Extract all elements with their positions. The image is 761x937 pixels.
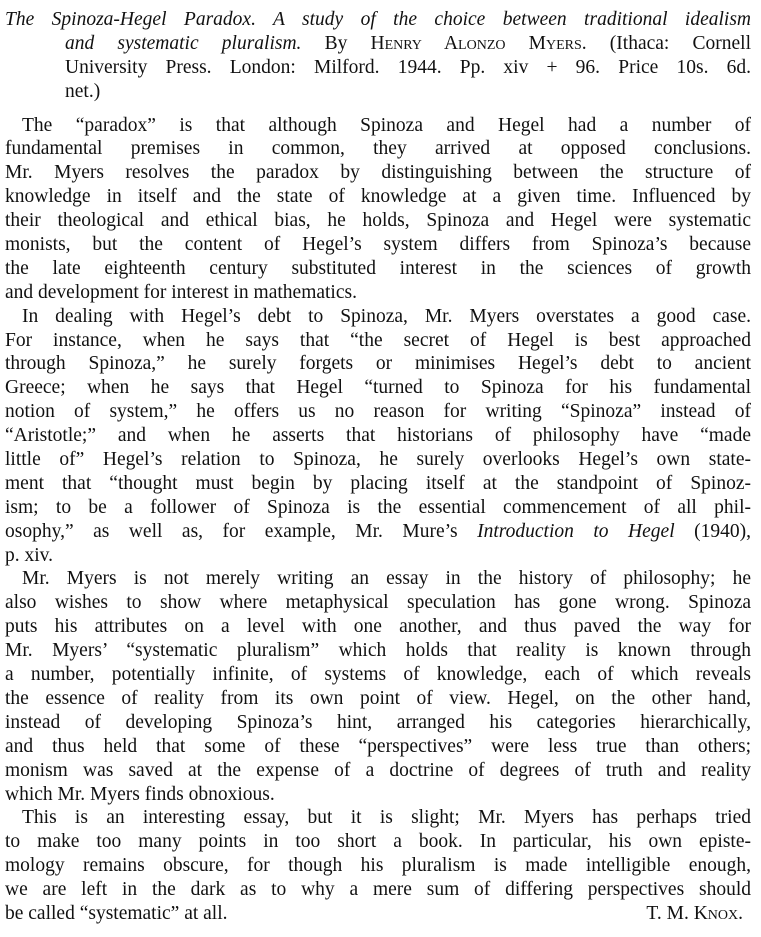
- publisher-info: . (Ithaca: Cornell: [581, 32, 751, 54]
- text-line: In dealing with Hegel’s debt to Spinoza, Mr. Myers overstates a good case.: [22, 305, 751, 327]
- text-fragment: (1940),: [674, 520, 751, 542]
- by-label: By: [301, 32, 371, 54]
- paragraph-2: [5, 305, 751, 568]
- book-review: [5, 8, 751, 926]
- cited-book-title: Introduction to Hegel: [477, 520, 675, 542]
- text-line: and thus held that some of these “perspectives” were less true than others;: [5, 735, 751, 757]
- text-fragment: be called “systematic” at all.: [5, 902, 228, 924]
- text-line: p. xiv.: [5, 544, 54, 566]
- text-line: “Aristotle;” and when he asserts that historians of philosophy have “made: [5, 425, 751, 447]
- paragraph-3: [5, 567, 751, 806]
- text-line: For instance, when he says that “the secret of Hegel is best approached: [5, 329, 751, 351]
- text-line: monists, but the content of Hegel’s system differs from Spinoza’s because: [5, 234, 751, 256]
- text-line: This is an interesting essay, but it is slight; Mr. Myers has perhaps tried: [22, 807, 751, 829]
- book-title-line: The Spinoza-Hegel Paradox. A study of the choice between traditional idealism: [5, 9, 751, 30]
- text-line: the essence of reality from its own point of view. Hegel, on the other hand,: [5, 687, 751, 709]
- text-line: Mr. Myers is not merely writing an essay in the history of philosophy; he: [22, 568, 751, 590]
- text-line: The “paradox” is that although Spinoza and Hegel had a number of: [22, 114, 751, 136]
- text-line: we are left in the dark as to why a mere sum of differing perspectives should: [5, 879, 751, 901]
- reviewer-signature: T. M. Knox.: [646, 902, 743, 924]
- text-line: their theological and ethical bias, he holds, Spinoza and Hegel were systematic: [5, 210, 751, 232]
- price-note: net.): [65, 80, 101, 102]
- text-line: which Mr. Myers finds obnoxious.: [5, 783, 275, 805]
- citation-line: [5, 32, 751, 56]
- text-line: to make too many points in too short a book. In particular, his own episte-: [5, 831, 751, 853]
- text-line: knowledge in itself and the state of knowledge at a given time. Influenced by: [5, 186, 751, 208]
- review-citation: [5, 8, 751, 104]
- text-line: Greece; when he says that Hegel “turned to Spinoza for his fundamental: [5, 377, 751, 399]
- text-line: the late eighteenth century substituted interest in the sciences of growth: [5, 257, 751, 279]
- text-line: [5, 520, 751, 544]
- text-line: puts his attributes on a level with one another, and thus paved the way for: [5, 616, 751, 638]
- book-subtitle: and systematic pluralism.: [65, 32, 302, 54]
- text-line: through Spinoza,” he surely forgets or minimises Hegel’s debt to ancient: [5, 353, 751, 375]
- text-line: monism was saved at the expense of a doctrine of degrees of truth and reality: [5, 759, 751, 781]
- text-line: little of” Hegel’s relation to Spinoza, he surely overlooks Hegel’s own state-: [5, 449, 751, 471]
- text-line: mology remains obscure, for though his pluralism is made intelligible enough,: [5, 855, 751, 877]
- text-line: notion of system,” he offers us no reason for writing “Spinoza” instead of: [5, 401, 751, 423]
- text-fragment: osophy,” as well as, for example, Mr. Mure’s: [5, 520, 478, 542]
- text-line: [5, 902, 751, 926]
- text-line: Mr. Myers’ “systematic pluralism” which holds that reality is known through: [5, 640, 751, 662]
- paragraph-4: [5, 806, 751, 925]
- text-line: and development for interest in mathematics.: [5, 281, 357, 303]
- author-name: Henry Alonzo Myers: [370, 32, 582, 54]
- text-line: ment that “thought must begin by placing itself at the standpoint of Spinoz-: [5, 472, 751, 494]
- paragraph-1: [5, 114, 751, 305]
- text-line: Mr. Myers resolves the paradox by distinguishing between the structure of: [5, 162, 751, 184]
- text-line: ism; to be a follower of Spinoza is the essential commencement of all phil-: [5, 496, 751, 518]
- publication-details: University Press. London: Milford. 1944. Pp. xiv + 96. Price 10s. 6d.: [65, 56, 751, 78]
- text-line: instead of developing Spinoza’s hint, arranged his categories hierarchically,: [5, 711, 751, 733]
- text-line: also wishes to show where metaphysical speculation has gone wrong. Spinoza: [5, 592, 751, 614]
- text-line: fundamental premises in common, they arrived at opposed conclusions.: [5, 138, 751, 160]
- text-line: a number, potentially infinite, of systems of knowledge, each of which reveals: [5, 664, 751, 686]
